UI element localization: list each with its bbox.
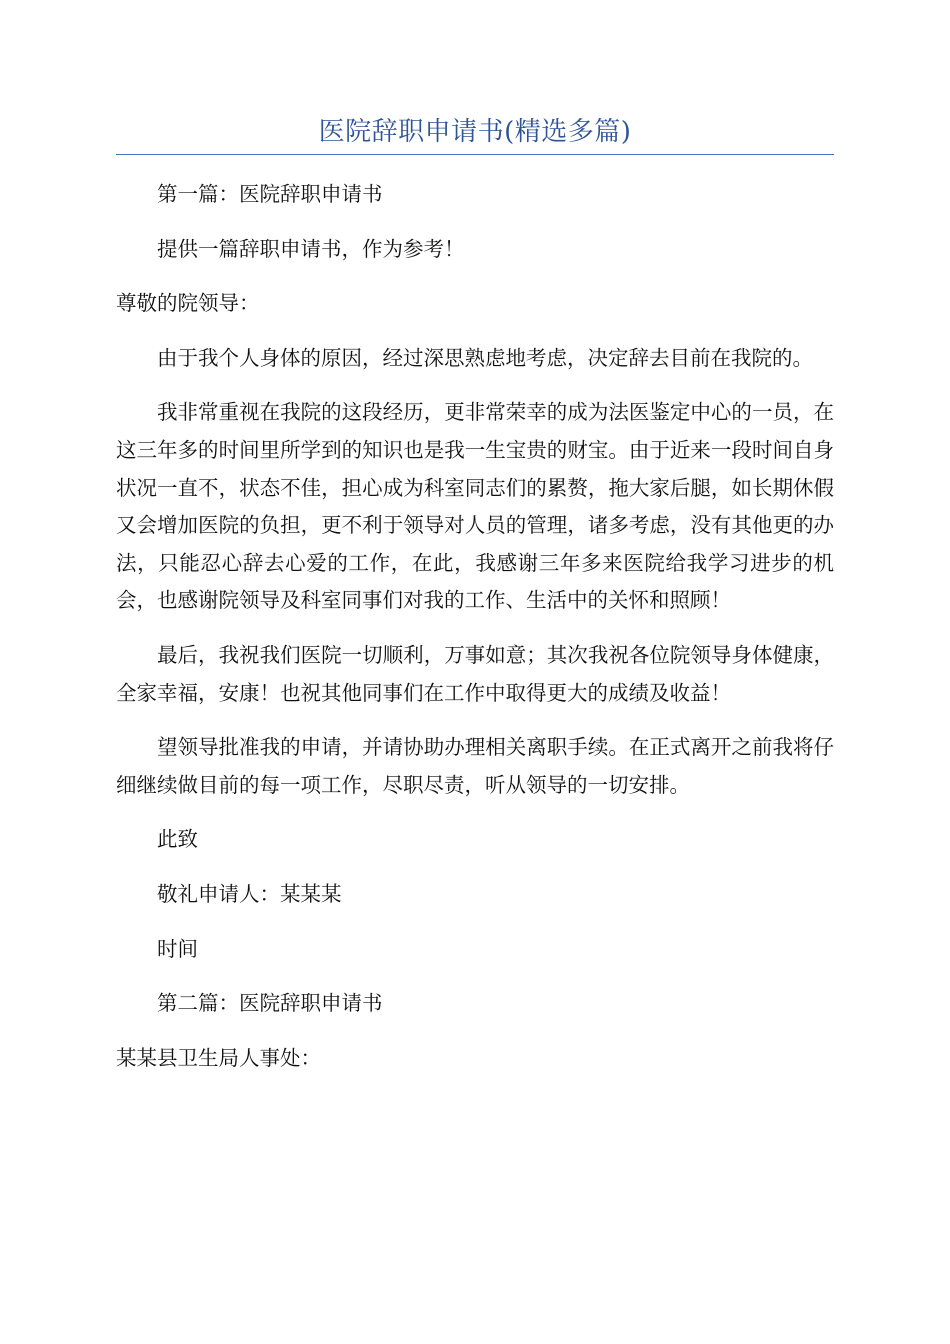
paragraph-section-heading-1: 第一篇：医院辞职申请书 xyxy=(157,182,383,206)
paragraph-wishes: 最后，我祝我们医院一切顺利，万事如意；其次我祝各位院领导身体健康，全家幸福，安康！也祝其他同事们在工作中取得更大的成绩及收益！ xyxy=(116,642,834,705)
paragraph-recipient: 某某县卫生局人事处： xyxy=(116,1045,321,1070)
paragraph-reason: 由于我个人身体的原因，经过深思熟虑地考虑，决定辞去目前在我院的。 xyxy=(157,345,813,370)
paragraph-request: 望领导批准我的申请，并请协助办理相关离职手续。在正式离开之前我将仔细继续做目前的每一项工作，尽职尽责，听从领导的一切安排。 xyxy=(116,735,834,797)
paragraph-salutation: 尊敬的院领导： xyxy=(116,291,260,316)
paragraph-date: 时间 xyxy=(157,936,198,961)
paragraph-signature: 敬礼申请人：某某某 xyxy=(157,881,342,906)
title-underline xyxy=(116,154,834,155)
paragraph-intro: 提供一篇辞职申请书，作为参考！ xyxy=(157,236,465,261)
document-title: 医院辞职申请书(精选多篇) xyxy=(318,117,632,147)
document-body xyxy=(116,176,834,1094)
paragraph-closing: 此致 xyxy=(157,827,198,852)
paragraph-experience: 我非常重视在我院的这段经历，更非常荣幸的成为法医鉴定中心的一员，在这三年多的时间里所学到的知识也是我一生宝贵的财宝。由于近来一段时间自身状况一直不，状态不佳，担心成为科室同志们的累赘，拖大家后腿，如长期休假又会增加医院的负担，更不利于领导对人员的管理，诸多考虑，没有其他更的办法，只能忍心辞去心爱的工作，在此，我感谢三年多来医院给我学习进步的机会，也感谢院领导及科室同事们对我的工作、生活中的关怀和照顾！ xyxy=(116,400,834,613)
paragraph-section-heading-2: 第二篇：医院辞职申请书 xyxy=(157,991,383,1016)
